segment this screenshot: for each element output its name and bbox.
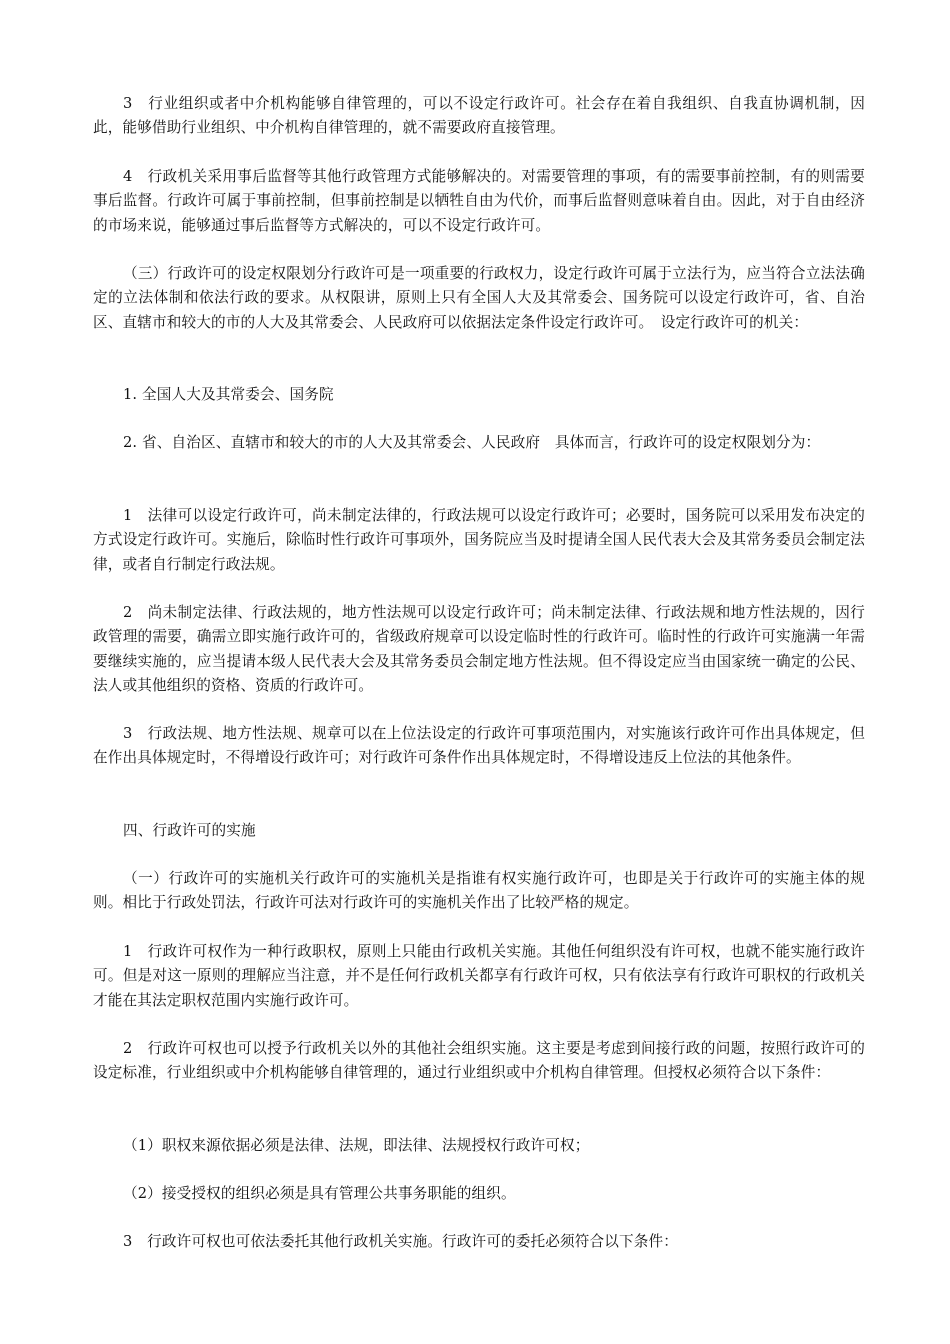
condition-1: （1）职权来源依据必须是法律、法规，即法律、法规授权行政许可权； bbox=[123, 1137, 590, 1154]
paragraph-5: 2. 省、自治区、直辖市和较大的市的人大及其常委会、人民政府 具体而言，行政许可的设定权限划分为： bbox=[123, 434, 821, 451]
paragraph-12: 3 行政许可权也可依法委托其他行政机关实施。行政许可的委托必须符合以下条件： bbox=[123, 1233, 678, 1250]
condition-2: （2）接受授权的组织必须是具有管理公共事务职能的组织。 bbox=[123, 1185, 516, 1202]
paragraph-11: 2 行政许可权也可以授予行政机关以外的其他社会组织实施。这主要是考虑到间接行政的问题，按照行政许可的设定标准，行业组织或中介机构能够自律管理的，通过行业组织或中介机构自律管理。但授权必须符合以下条件： bbox=[93, 1040, 865, 1082]
section-heading-4: 四、行政许可的实施 bbox=[123, 822, 256, 839]
paragraph-7: 2 尚未制定法律、行政法规的，地方性法规可以设定行政许可；尚未制定法律、行政法规和地方性法规的，因行政管理的需要，确需立即实施行政许可的，省级政府规章可以设定临时性的行政许可。临时性的行政许可实施满一年需要继续实施的，应当提请本级人民代表大会及其常务委员会制定地方性法规。但不得设定应当由国家统一确定的公民、法人或其他组织的资格、资质的行政许可。 bbox=[93, 604, 865, 694]
paragraph-2: 4 行政机关采用事后监督等其他行政管理方式能够解决的。对需要管理的事项，有的需要事前控制，有的则需要事后监督。行政许可属于事前控制，但事前控制是以牺牲自由为代价，而事后监督则意味着自由。因此，对于自由经济的市场来说，能够通过事后监督等方式解决的，可以不设定行政许可。 bbox=[93, 168, 865, 234]
paragraph-6: 1 法律可以设定行政许可，尚未制定法律的，行政法规可以设定行政许可；必要时，国务院可以采用发布决定的方式设定行政许可。实施后，除临时性行政许可事项外，国务院应当及时提请全国人民代表大会及其常务委员会制定法律，或者自行制定行政法规。 bbox=[93, 507, 865, 573]
paragraph-4: 1. 全国人大及其常委会、国务院 bbox=[123, 386, 334, 403]
paragraph-1: 3 行业组织或者中介机构能够自律管理的，可以不设定行政许可。社会存在着自我组织、自我直协调机制，因此，能够借助行业组织、中介机构自律管理的，就不需要政府直接管理。 bbox=[93, 95, 865, 137]
paragraph-10: 1 行政许可权作为一种行政职权，原则上只能由行政机关实施。其他任何组织没有许可权，也就不能实施行政许可。但是对这一原则的理解应当注意，并不是任何行政机关都享有行政许可权，只有依法享有行政许可职权的行政机关才能在其法定职权范围内实施行政许可。 bbox=[93, 943, 865, 1009]
paragraph-9: （一）行政许可的实施机关行政许可的实施机关是指谁有权实施行政许可，也即是关于行政许可的实施主体的规则。相比于行政处罚法，行政许可法对行政许可的实施机关作出了比较严格的规定。 bbox=[93, 870, 865, 912]
paragraph-3: （三）行政许可的设定权限划分行政许可是一项重要的行政权力，设定行政许可属于立法行为，应当符合立法法确定的立法体制和依法行政的要求。从权限讲，原则上只有全国人大及其常委会、国务院可以设定行政许可，省、自治区、直辖市和较大的市的人大及其常委会、人民政府可以依据法定条件设定行政许可。 设定行政许可的机关： bbox=[93, 265, 865, 331]
paragraph-8: 3 行政法规、地方性法规、规章可以在上位法设定的行政许可事项范围内，对实施该行政许可作出具体规定，但在作出具体规定时，不得增设行政许可；对行政许可条件作出具体规定时，不得增设违反上位法的其他条件。 bbox=[93, 725, 865, 767]
